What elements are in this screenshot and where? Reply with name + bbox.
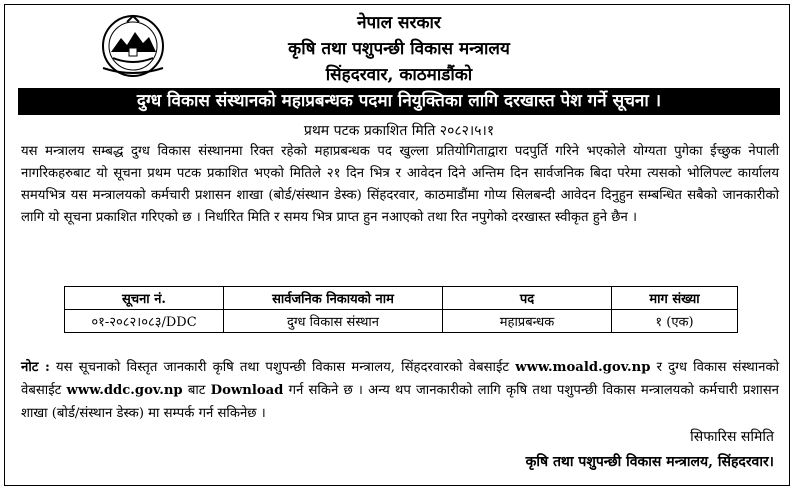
- cell-count: १ (एक): [612, 310, 738, 333]
- notice-title-banner: दुग्ध विकास संस्थानको महाप्रबन्धक पदमा नियुक्तिका लागि दरखास्त पेश गर्ने सूचना ।: [18, 88, 780, 115]
- cell-agency: दुग्ध विकास संस्थान: [224, 310, 443, 333]
- vacancy-table: [64, 286, 738, 333]
- col-header-count: माग संख्या: [612, 287, 738, 310]
- header-location: सिंहदरवार, काठमाडौंको: [325, 65, 473, 85]
- header-government: नेपाल सरकार: [357, 13, 441, 33]
- note-text-4: गर्न सकिने छ । अन्य थप जानकारीको लागि कृषि तथा पशुपन्छी विकास मन्त्रालयको कर्मचारी प्रशासन शाखा (बोर्ड/संस्थान डेस्क) मा सम्पर्क गर्न सकिनेछ ।: [21, 383, 779, 421]
- cell-notice-no: ०१-२०८२।०८३/DDC: [65, 310, 224, 333]
- signature-ministry: कृषि तथा पशुपन्छी विकास मन्त्रालय, सिंहदरवार।: [525, 454, 774, 470]
- ddc-website-link[interactable]: www.ddc.gov.np: [66, 383, 183, 398]
- table-header-row: [65, 287, 738, 310]
- table-row: [65, 310, 738, 333]
- notice-body-paragraph: यस मन्त्रालय सम्बद्ध दुग्ध विकास संस्थानमा रिक्त रहेको महाप्रबन्धक पद खुल्ला प्रतियोगिताद्वारा पदपुर्ति गरिने भएकोले योग्यता पुगेका ईच्छुक नेपाली नागरिकहरुबाट यो सूचना प्रथम पटक प्रकाशित भएको मितिले २१ दिन भित्र र आवेदन दिने अन्तिम दिन सार्वजनिक बिदा परेमा त्यसको भोलिपल्ट कार्यालय समयभित्र यस मन्त्रालयको कर्मचारी प्रशासन शाखा (बोर्ड/संस्थान डेस्क) सिंहदरवार, काठमाडौंमा गोप्य सिलबन्दी आवेदन दिनुहुन सम्बन्धित सबैको जानकारीको लागि यो सूचना प्रकाशित गरिएको छ । निर्धारित मिति र समय भित्र प्राप्त हुन नआएको तथा रित नपुगेको दरखास्त स्वीकृत हुने छैन ।: [21, 144, 779, 225]
- col-header-post: पद: [443, 287, 612, 310]
- col-header-notice-no: सूचना नं.: [65, 287, 224, 310]
- note-text-1: यस सूचनाको विस्तृत जानकारी कृषि तथा पशुपन्छी विकास मन्त्रालय, सिंहदरवारको वेबसाईट: [49, 360, 516, 375]
- col-header-agency: सार्वजनिक निकायको नाम: [224, 287, 443, 310]
- note-paragraph: [21, 356, 779, 425]
- header-ministry: कृषि तथा पशुपन्छी विकास मन्त्रालय: [288, 39, 510, 59]
- ministry-website-link[interactable]: www.moald.gov.np: [515, 360, 651, 375]
- note-label: नोट :: [21, 360, 50, 375]
- signature-committee: सिफारिस समिति: [690, 429, 774, 445]
- note-text-3: बाट: [182, 383, 211, 398]
- download-word: Download: [210, 383, 284, 398]
- cell-post: महाप्रबन्धक: [443, 310, 612, 333]
- publish-date: प्रथम पटक प्रकाशित मिति २०८२।५।१: [303, 123, 495, 139]
- note-text-2: र दुग्ध विकास संस्थानको वेबसाईट: [21, 360, 780, 398]
